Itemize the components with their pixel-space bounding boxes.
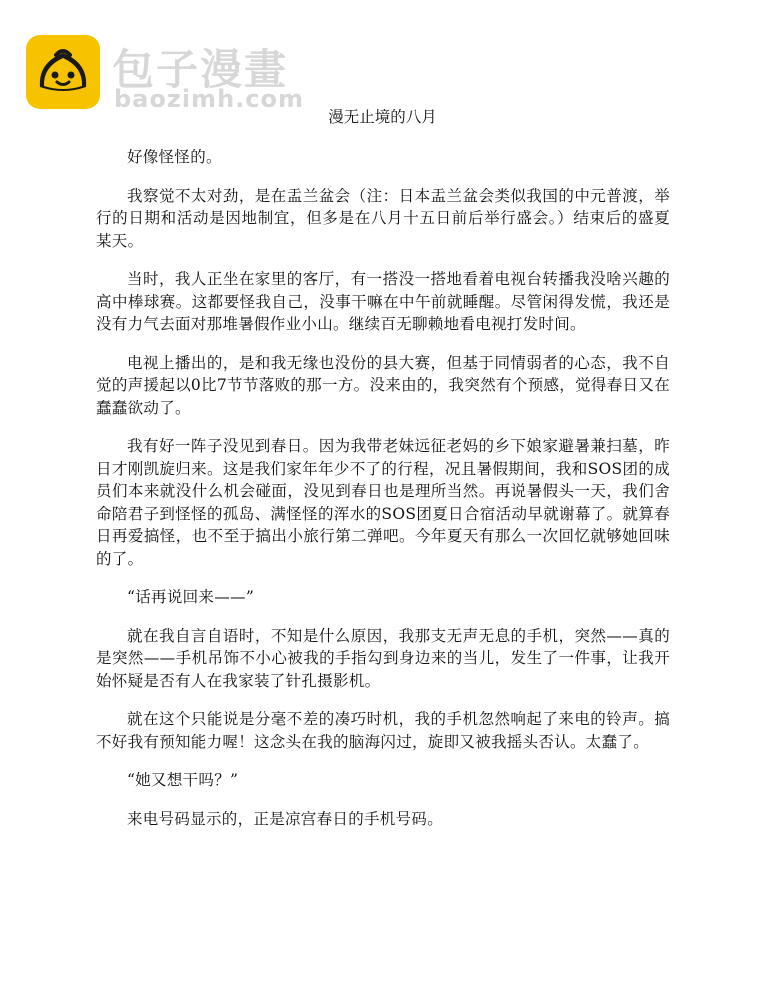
paragraph: “她又想干吗？”	[127, 771, 239, 789]
chapter-body	[96, 146, 670, 846]
paragraph: 我察觉不太对劲，是在盂兰盆会（注：日本盂兰盆会类似我国的中元普渡，举行的日期和活动是因地制宜，但多是在八月十五日前后举行盛会。）结束后的盛夏某天。	[96, 186, 670, 250]
paragraph: 电视上播出的，是和我无缘也没份的县大赛，但基于同情弱者的心态，我不自觉的声援起以0比7节节落败的那一方。没来由的，我突然有个预感，觉得春日又在蠢蠢欲动了。	[96, 353, 670, 417]
paragraph: 好像怪怪的。	[127, 148, 222, 166]
paragraph: “话再说回来——”	[127, 588, 255, 606]
chapter-title: 漫无止境的八月	[328, 108, 437, 126]
bun-mascot-icon	[26, 35, 100, 109]
site-watermark	[26, 33, 326, 115]
paragraph: 来电号码显示的，正是凉宫春日的手机号码。	[127, 809, 444, 828]
paragraph: 我有好一阵子没见到春日。因为我带老妹远征老妈的乡下娘家避暑兼扫墓，昨日才刚凯旋归来。这是我们家年年少不了的行程，况且暑假期间，我和SOS团的成员们本来就没什么机会碰面，没见到春日也是理所当然。再说暑假头一天，我们舍命陪君子到怪怪的孤岛、满怪怪的浑水的SOS团夏日合宿活动早就谢幕了。就算春日再爱搞怪，也不至于搞出小旅行第二弹吧。今年夏天有那么一次回忆就够她回味的了。	[96, 437, 670, 568]
watermark-url-text: baozimh.com	[114, 85, 304, 113]
paragraph: 就在我自言自语时，不知是什么原因，我那支无声无息的手机，突然——真的是突然——手机吊饰不小心被我的手指勾到身边来的当儿，发生了一件事，让我开始怀疑是否有人在我家装了针孔摄影机。	[96, 626, 670, 690]
paragraph: 就在这个只能说是分毫不差的凑巧时机，我的手机忽然响起了来电的铃声。搞不好我有预知能力喔！这念头在我的脑海闪过，旋即又被我摇头否认。太蠢了。	[96, 710, 670, 751]
watermark-brand-text: 包子漫畫	[112, 45, 289, 94]
paragraph: 当时，我人正坐在家里的客厅，有一搭没一搭地看着电视台转播我没啥兴趣的高中棒球赛。这都要怪我自己，没事干嘛在中午前就睡醒。尽管闲得发慌，我还是没有力气去面对那堆暑假作业小山。继续百无聊赖地看电视打发时间。	[96, 270, 670, 333]
